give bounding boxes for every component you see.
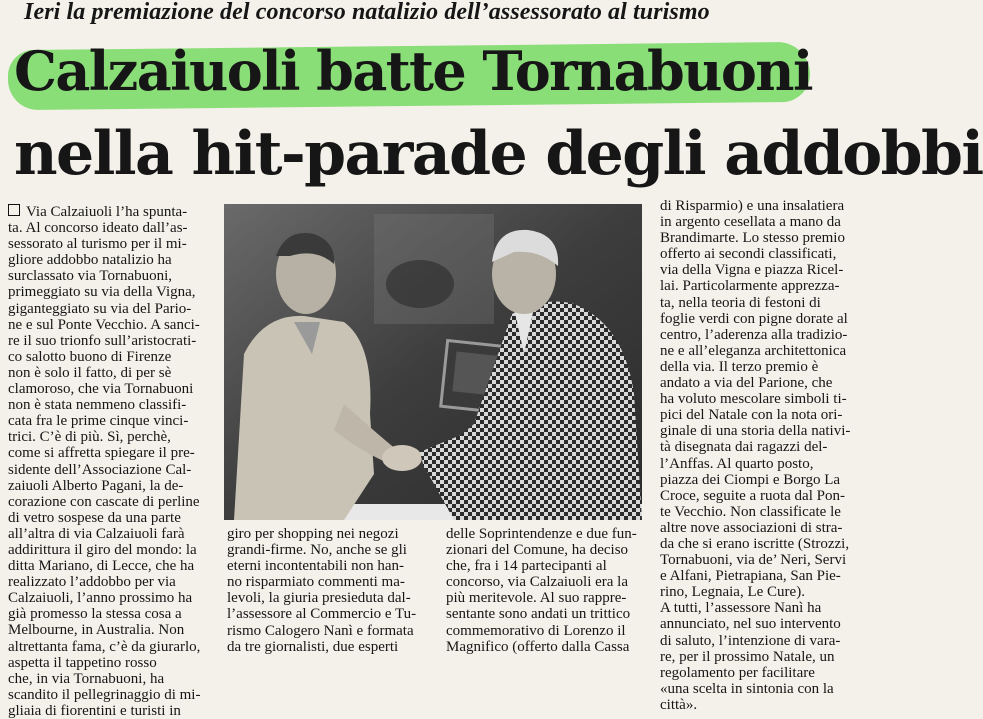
kicker: Ieri la premiazione del concorso natalizio dell’assessorato al turismo: [24, 0, 710, 25]
column-1-text: Via Calzaiuoli l’ha spunta- ta. Al concorso ideato dall’as- sessorato al turismo per il mi- gliore addobbo natalizio ha surclassato via Tornabuoni, primeggiato su via della Vigna, giganteggiato su via del Pario- ne e sul Ponte Vecchio. A sanci- re il suo trionfo sull’aristocrati- co salotto buono di Firenze non è solo il fatto, di per sè clamoroso, che via Tornabuoni non è stata nemmeno classifi- cata fra le prime cinque vinci- trici. C’è di più. Sì, perchè, come si affretta spiegare il pre- sidente dell’Associazione Cal- zaiuoli Alberto Pagani, la de- corazione con cascate di perline di vetro sospese da una parte all’altra di via Calzaiuoli farà addirittura il giro del mondo: la ditta Mariano, di Lecce, che ha realizzato l’addobbo per via Calzaiuoli, l’anno prossimo ha già promesso la stessa cosa a Melbourne, in Australia. Non altrettanta fama, c’è da giurarlo, aspetta il tappetino rosso che, in via Tornabuoni, ha scandito il pellegrinaggio di mi- gliaia di fiorentini e turisti in: [8, 204, 201, 719]
square-bullet-icon: [8, 204, 20, 216]
column-3: delle Soprintendenze e due fun- zionari del Comune, ha deciso che, fra i 14 partecipanti al concorso, via Calzaiuoli era la più meritevole. Al suo rappre- sentante sono andati un trittico commemorativo di Lorenzo il Magnifico (offerto dalla Cassa: [446, 526, 637, 655]
award-photo: [224, 204, 642, 520]
headline-line-2: nella hit-parade degli addobbi: [14, 119, 983, 189]
handshake-photo-graphic: [224, 204, 642, 520]
column-1: [8, 204, 212, 719]
column-2: giro per shopping nei negozi grandi-firme. No, anche se gli eterni incontentabili non han- no risparmiato commenti ma- levoli, la giuria presieduta dal- l’assessore al Commercio e Tu- rismo Calogero Nanì e formata da tre giornalisti, due esperti: [227, 526, 417, 655]
column-4: di Risparmio) e una insalatiera in argento cesellata a mano da Brandimarte. Lo stesso premio offerto ai secondi classificati, via della Vigna e piazza Ricel- lai. Particolarmente apprezza- ta, nella teoria di festoni di foglie verdi con pigne dorate al centro, l’aderenza alla tradizio- ne e all’eleganza architettonica della via. Il terzo premio è andato a via del Parione, che ha voluto mescolare simboli ti- pici del Natale con la nota ori- ginale di una storia della nativi- tà disegnata dai ragazzi del- l’Anffas. Al quarto posto, piazza dei Ciompi e Borgo La Croce, seguite a ruota dal Pon- te Vecchio. Non classificate le altre nove associazioni di stra- da che si erano iscritte (Strozzi, Tornabuoni, via de’ Neri, Servi e Alfani, Pietrapiana, San Pie- rino, Legnaia, Le Cure). A tutti, l’assessore Nanì ha annunciato, nel suo intervento di saluto, l’intenzione di vara- re, per il prossimo Natale, un regolamento per facilitare «una scelta in sintonia con la città».: [660, 198, 851, 713]
headline-line-1: Calzaiuoli batte Tornabuoni: [14, 39, 812, 103]
